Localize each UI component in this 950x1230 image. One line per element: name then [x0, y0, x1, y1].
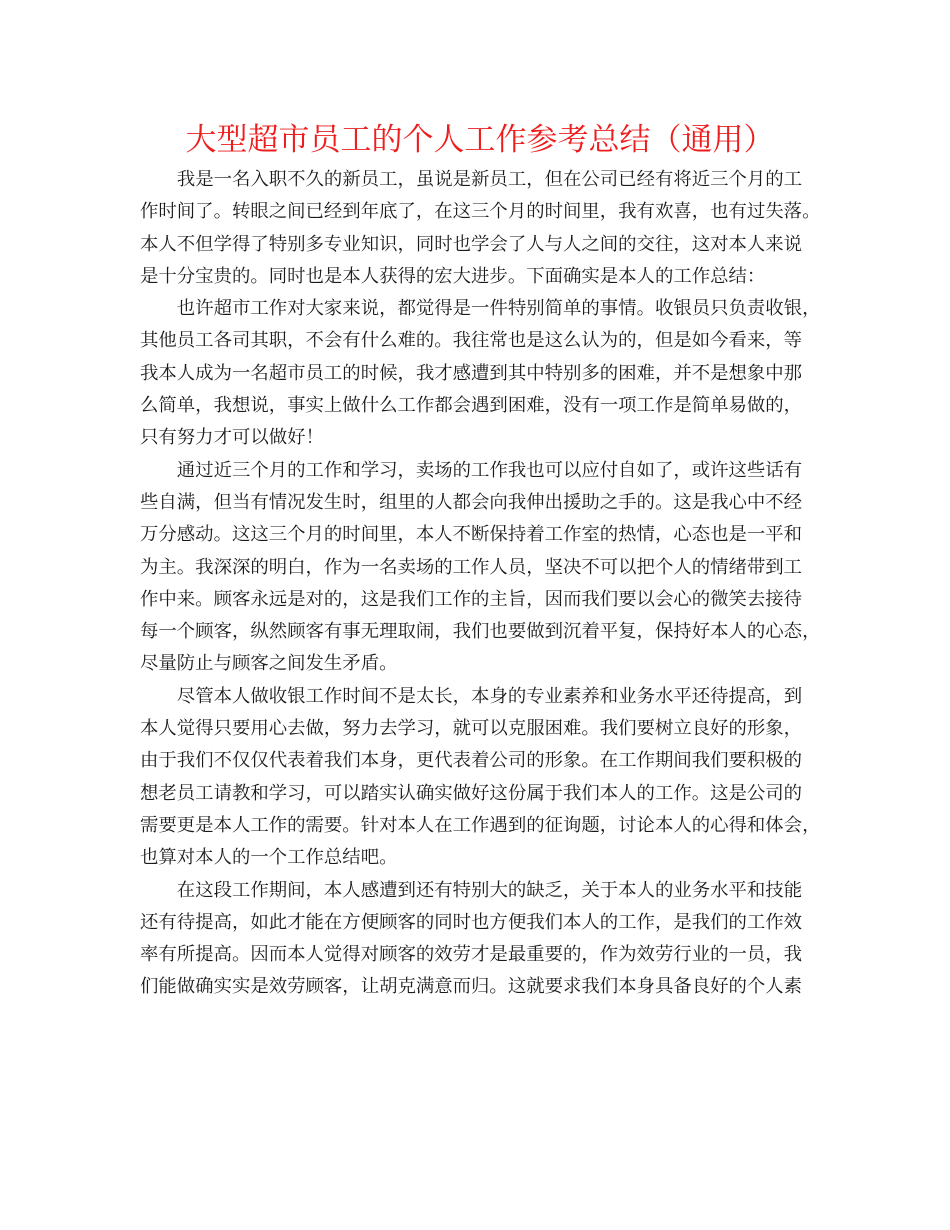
text-line: 是十分宝贵的。同时也是本人获得的宏大进步。下面确实是本人的工作总结： [140, 265, 766, 287]
text-line: 我本人成为一名超市员工的时候，我才感遭到其中特别多的困难，并不是想象中那 [140, 362, 803, 384]
text-line: 想老员工请教和学习，可以踏实认确实做好这份属于我们本人的工作。这是公司的 [140, 782, 803, 804]
paragraph-1 [140, 164, 824, 293]
paragraph-5 [140, 875, 824, 1004]
text-line: 万分感动。这这三个月的时间里，本人不断保持着工作室的热情，心态也是一平和 [140, 524, 803, 546]
text-line: 尽管本人做收银工作时间不是太长，本身的专业素养和业务水平还待提高，到 [176, 685, 803, 707]
text-line: 率有所提高。因而本人觉得对顾客的效劳才是最重要的，作为效劳行业的一员，我 [140, 944, 803, 966]
paragraph-3 [140, 455, 824, 681]
paragraph-2 [140, 293, 824, 454]
paragraph-4 [140, 681, 824, 875]
document-body [140, 164, 824, 1004]
text-line: 通过近三个月的工作和学习，卖场的工作我也可以应付自如了，或许这些话有 [176, 459, 803, 481]
text-line: 每一个顾客，纵然顾客有事无理取闹，我们也要做到沉着平复，保持好本人的心态， [140, 621, 821, 643]
text-line: 也许超市工作对大家来说，都觉得是一件特别简单的事情。收银员只负责收银， [176, 298, 821, 320]
text-line: 为主。我深深的明白，作为一名卖场的工作人员，坚决不可以把个人的情绪带到工 [140, 556, 803, 578]
text-line: 们能做确实实是效劳顾客，让胡克满意而归。这就要求我们本身具备良好的个人素 [140, 976, 803, 998]
text-line: 也算对本人的一个工作总结吧。 [140, 847, 398, 869]
text-line: 本人不但学得了特别多专业知识，同时也学会了人与人之间的交往，这对本人来说 [140, 233, 803, 255]
text-line: 由于我们不仅仅代表着我们本身，更代表着公司的形象。在工作期间我们要积极的 [140, 750, 803, 772]
text-line: 作中来。顾客永远是对的，这是我们工作的主旨，因而我们要以会心的微笑去接待 [140, 588, 803, 610]
text-line: 需要更是本人工作的需要。针对本人在工作遇到的征询题，讨论本人的心得和体会， [140, 814, 821, 836]
text-line: 本人觉得只要用心去做，努力去学习，就可以克服困难。我们要树立良好的形象， [140, 718, 803, 740]
text-line: 我是一名入职不久的新员工，虽说是新员工，但在公司已经有将近三个月的工 [176, 169, 803, 190]
text-line: 还有待提高，如此才能在方便顾客的同时也方便我们本人的工作，是我们的工作效 [140, 911, 803, 933]
text-line: 些自满，但当有情况发生时，组里的人都会向我伸出援助之手的。这是我心中不经 [140, 491, 803, 513]
text-line: 尽量防止与顾客之间发生矛盾。 [140, 653, 398, 675]
text-line: 作时间了。转眼之间已经到年底了，在这三个月的时间里，我有欢喜，也有过失落。 [140, 201, 821, 223]
text-line: 在这段工作期间，本人感遭到还有特别大的缺乏，关于本人的业务水平和技能 [176, 879, 803, 901]
text-line: 么简单，我想说，事实上做什么工作都会遇到困难，没有一项工作是简单易做的， [140, 395, 803, 417]
text-line: 其他员工各司其职，不会有什么难的。我往常也是这么认为的，但是如今看来，等 [140, 330, 803, 352]
document-title: 大型超市员工的个人工作参考总结（通用） [185, 122, 775, 158]
text-line: 只有努力才可以做好！ [140, 427, 324, 449]
